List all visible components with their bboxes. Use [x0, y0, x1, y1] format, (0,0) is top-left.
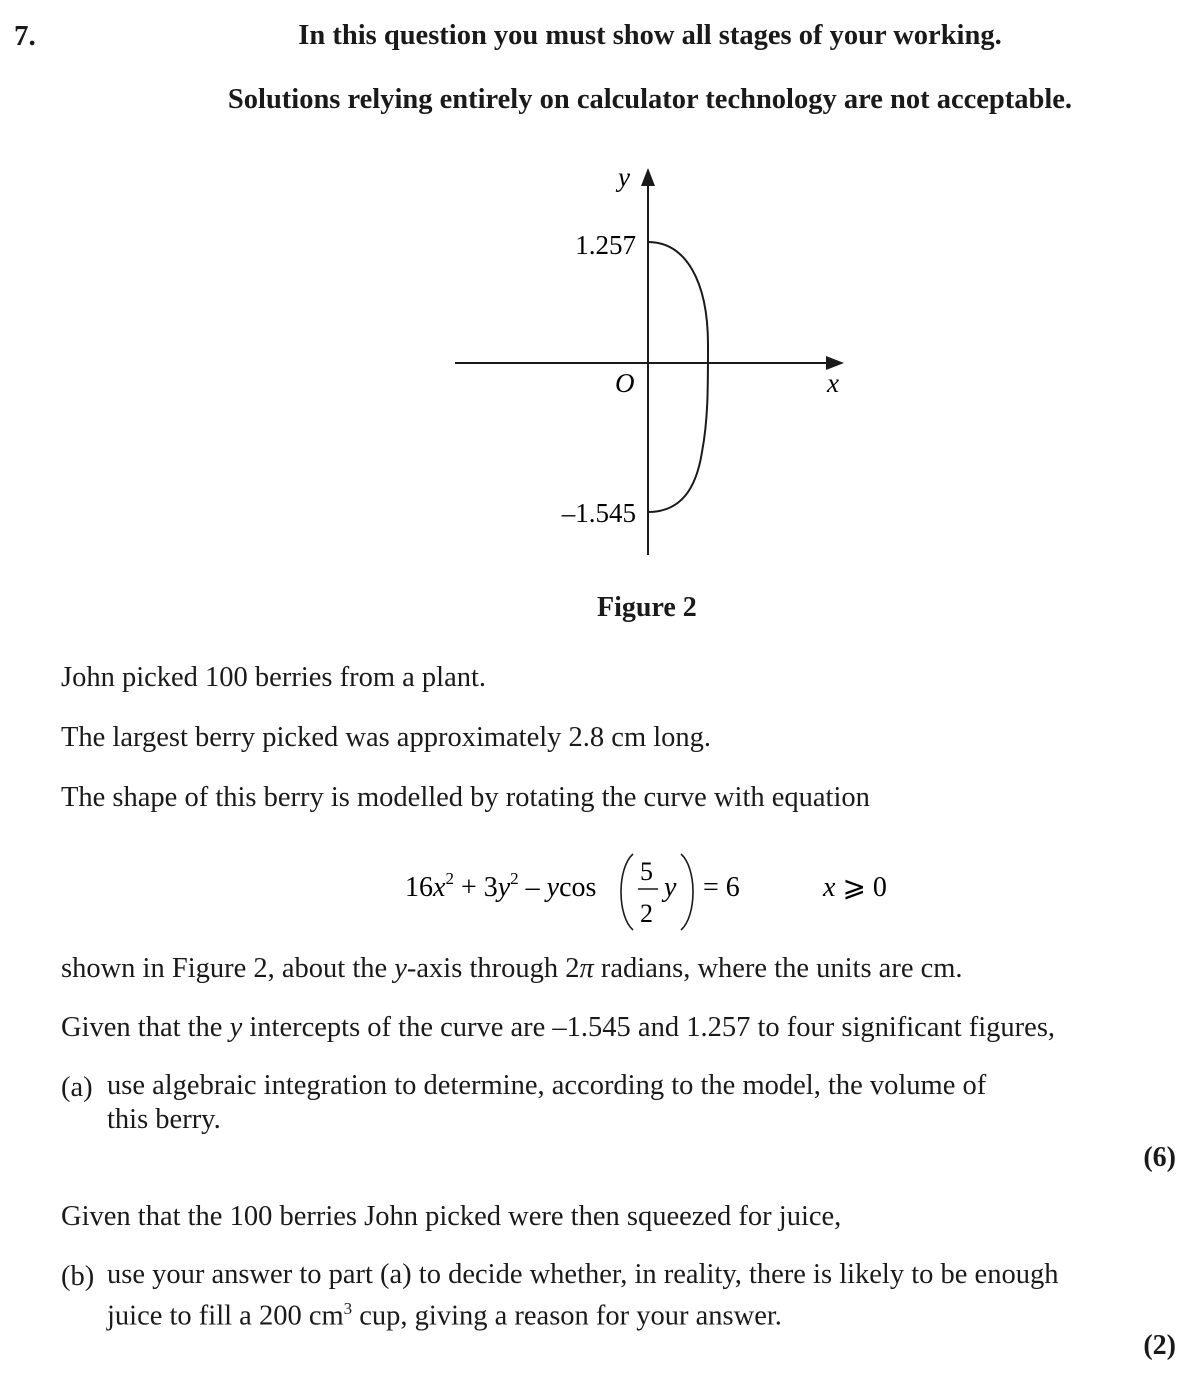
svg-text:x ⩾ 0: x ⩾ 0 [823, 872, 887, 903]
figure-2-graph [440, 160, 860, 570]
part-b-marks: (2) [1143, 1330, 1176, 1361]
part-b-text: use your answer to part (a) to decide whether, in reality, there is likely to be enough juice to fill a 200 $cm^3$ cup, giving a reason for your answer. [107, 1259, 1059, 1332]
svg-text:y: y [664, 872, 677, 903]
question-number: 7. [14, 20, 36, 52]
y-axis-arrow-icon [641, 168, 655, 186]
svg-text:2: 2 [640, 899, 653, 928]
x-axis-label: x [827, 368, 839, 398]
paragraph-largest-berry: The largest berry picked was approximately 2.8 cm long. [61, 722, 712, 753]
part-b-label: (b) [61, 1261, 95, 1292]
part-a-label: (a) [61, 1072, 93, 1103]
svg-text:5: 5 [640, 857, 653, 886]
paragraph-intercepts: Given that the y intercepts of the curve are –1.545 and 1.257 to four significant figures, [61, 1012, 1056, 1043]
part-a-marks: (6) [1143, 1142, 1176, 1173]
part-a-text: use algebraic integration to determine, according to the model, the volume of this berry. [107, 1070, 987, 1135]
lower-intercept-label: –1.545 [561, 498, 636, 528]
instruction-calculator: Solutions relying entirely on calculator technology are not acceptable. [227, 84, 1073, 115]
y-axis-label: y [618, 162, 630, 192]
curve-equation-graphic [405, 846, 905, 936]
instruction-working: In this question you must show all stages of your working. [298, 20, 1002, 51]
origin-label: O [615, 368, 635, 398]
svg-text:= 6: = 6 [703, 872, 740, 903]
upper-intercept-label: 1.257 [575, 230, 636, 260]
paragraph-juice: Given that the 100 berries John picked were then squeezed for juice, [61, 1201, 842, 1232]
paragraph-rotation: shown in Figure 2, about the y-axis through 2π radians, where the units are cm. [61, 953, 963, 984]
berry-curve [648, 242, 708, 512]
paragraph-model: The shape of this berry is modelled by rotating the curve with equation [61, 782, 870, 813]
svg-text:16x2 + 3y2 – ycos: $16x^2 + 3y^2 - ycos$ [405, 869, 597, 903]
figure-caption: Figure 2 [597, 592, 697, 623]
paragraph-berries: John picked 100 berries from a plant. [61, 662, 487, 693]
curve-equation [405, 846, 905, 944]
